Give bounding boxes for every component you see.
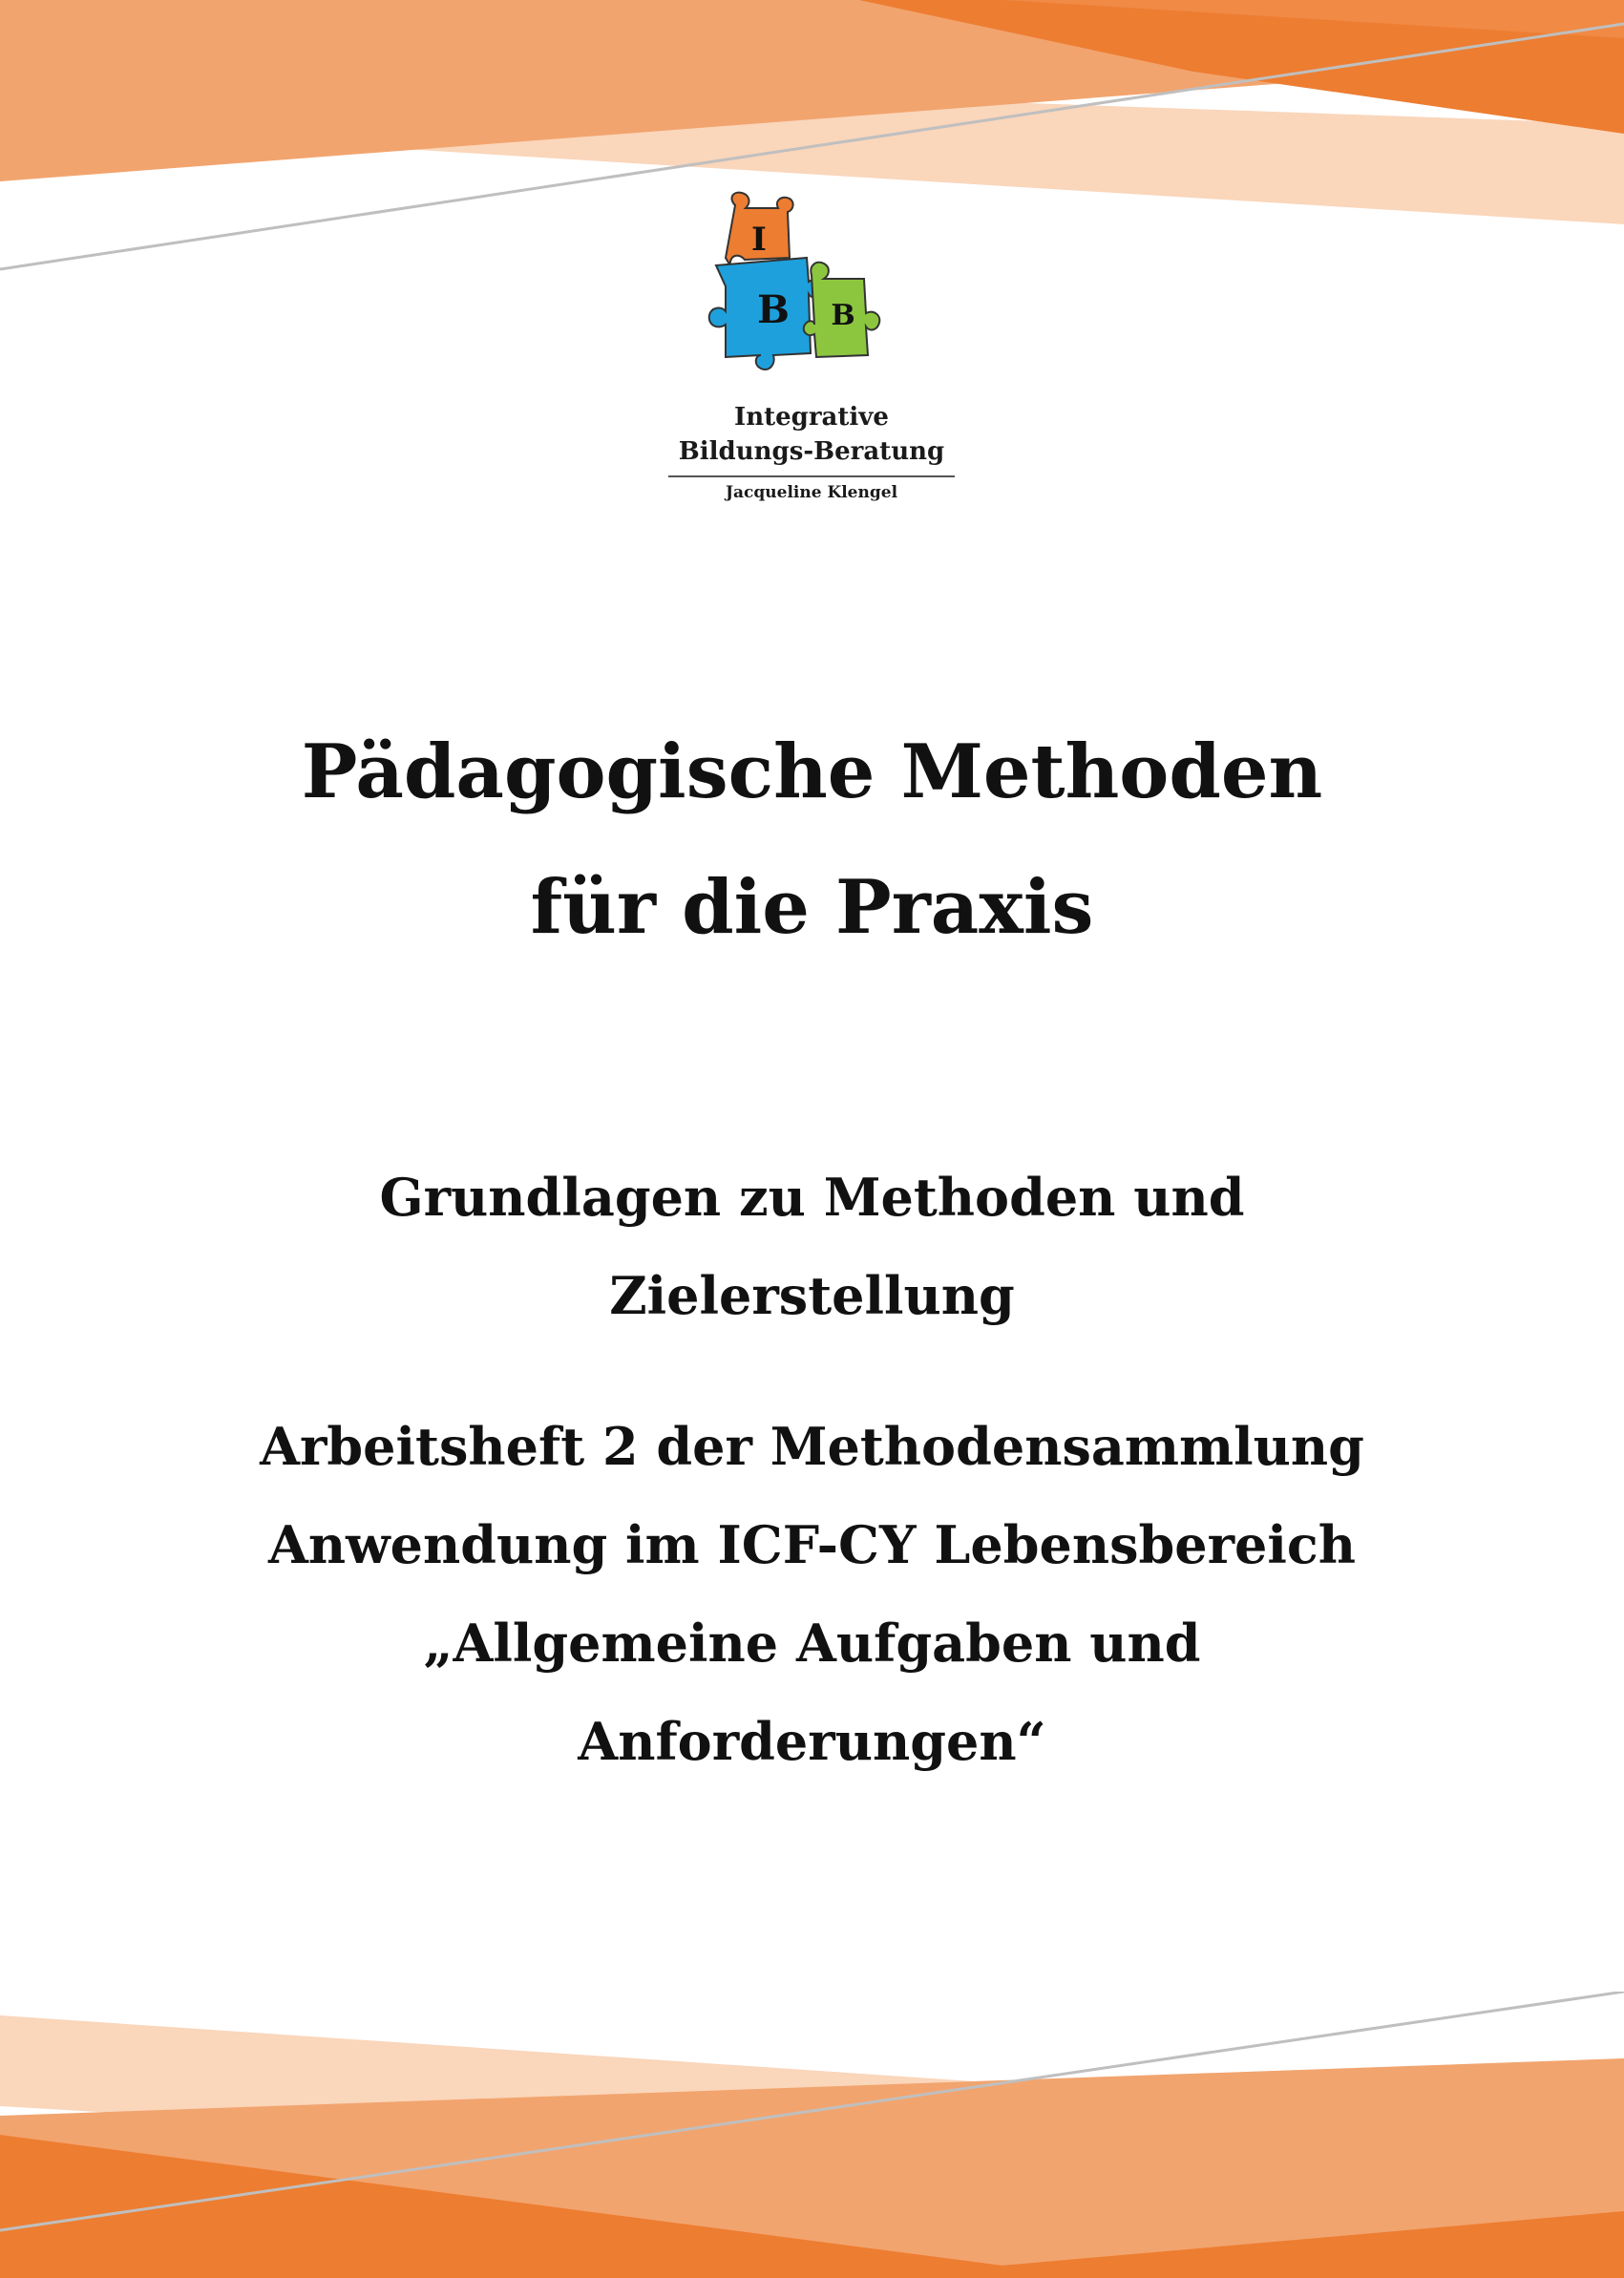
subtitle-line-1: Grundlagen zu Methoden und xyxy=(379,1167,1245,1228)
logo-divider xyxy=(668,475,955,477)
puzzle-letter-b-green: B xyxy=(831,299,855,332)
subtitle-line-6: Anforderungen“ xyxy=(578,1711,1046,1772)
ibb-logo xyxy=(659,191,964,516)
puzzle-logo-icon xyxy=(683,191,912,391)
logo-text-integrative: Integrative xyxy=(734,403,889,432)
subtitle-line-2: Zielerstellung xyxy=(609,1265,1015,1326)
bottom-decorative-band xyxy=(0,1992,1624,2278)
logo-text-author: Jacqueline Klengel xyxy=(725,483,898,502)
subtitle-line-3: Arbeitsheft 2 der Methodensammlung xyxy=(260,1416,1364,1477)
subtitle-line-4: Anwendung im ICF-CY Lebensbereich xyxy=(267,1514,1357,1575)
puzzle-letter-i: I xyxy=(751,221,767,259)
main-title-line-1: Pädagogische Methoden xyxy=(301,728,1323,815)
puzzle-letter-b-blue: B xyxy=(757,287,790,332)
logo-text-bildungs-beratung: Bildungs-Beratung xyxy=(678,437,945,466)
main-title-line-2: für die Praxis xyxy=(530,864,1094,951)
subtitle-line-5: „Allgemeine Aufgaben und xyxy=(423,1613,1201,1674)
